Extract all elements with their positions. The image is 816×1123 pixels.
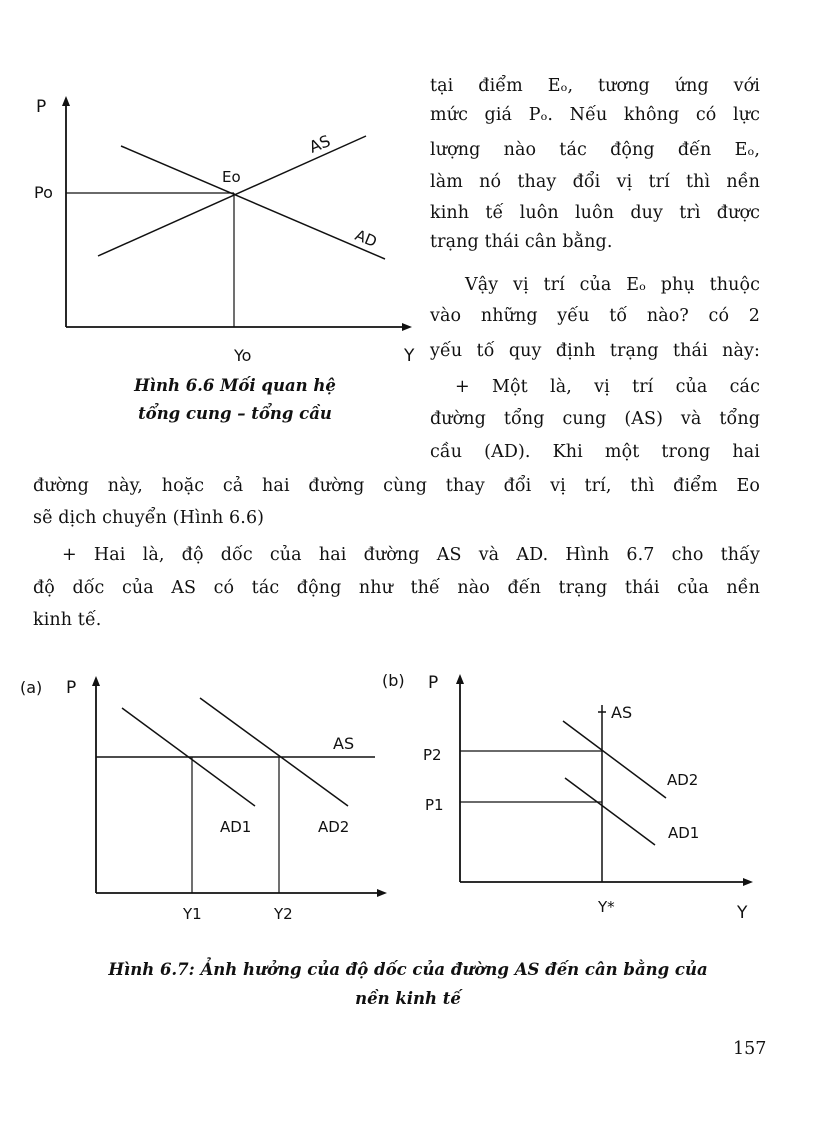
body-line: đường tổng cung (AS) và tổng bbox=[430, 409, 760, 429]
fig67b-tag: (b) bbox=[382, 671, 405, 690]
fig67b-ystar-label: Y* bbox=[598, 898, 615, 916]
fig67b-y-axis-arrow bbox=[456, 674, 464, 684]
body-line: yếu tố quy định trạng thái này: bbox=[430, 341, 760, 361]
fig67b-ad1-label: AD1 bbox=[668, 824, 700, 842]
figure-6-7-caption-line-1: Hình 6.7: Ảnh hưởng của độ dốc của đường AS đến cân bằng của bbox=[108, 960, 708, 979]
fig67a-y2-label: Y2 bbox=[274, 905, 293, 923]
fig67a-y1-label: Y1 bbox=[183, 905, 202, 923]
body-line: độ dốc của AS có tác động như thế nào đến trạng thái của nền bbox=[33, 578, 760, 598]
fig67b-ad1-curve bbox=[565, 778, 655, 845]
fig67a-p-axis-label: P bbox=[66, 678, 77, 698]
body-line: kinh tế luôn luôn duy trì được bbox=[430, 203, 760, 223]
fig67b-x-axis-arrow bbox=[743, 878, 753, 886]
body-line: đường này, hoặc cả hai đường cùng thay đổi vị trí, thì điểm Eo bbox=[33, 476, 760, 496]
fig67a-tag: (a) bbox=[20, 678, 43, 697]
fig66-ad-label: AD bbox=[352, 226, 380, 251]
fig67b-y-axis-label: Y bbox=[737, 903, 748, 923]
fig67b-p1-label: P1 bbox=[425, 796, 444, 814]
body-line: lượng nào tác động đến Eₒ, bbox=[430, 140, 760, 160]
body-line: kinh tế. bbox=[33, 610, 102, 630]
fig67b-ad2-curve bbox=[563, 721, 666, 798]
fig67b-p2-label: P2 bbox=[423, 746, 442, 764]
body-line: cầu (AD). Khi một trong hai bbox=[430, 442, 760, 462]
body-line: Vậy vị trí của Eₒ phụ thuộc bbox=[465, 275, 760, 295]
figure-6-6-caption-line-2: tổng cung – tổng cầu bbox=[138, 404, 332, 423]
fig67a-as-label: AS bbox=[333, 734, 355, 753]
fig66-p-axis-label: P bbox=[36, 97, 47, 117]
fig66-as-label: AS bbox=[306, 131, 334, 157]
body-line: làm nó thay đổi vị trí thì nền bbox=[430, 172, 760, 192]
fig67a-y-axis-arrow bbox=[92, 676, 100, 686]
figure-6-7-caption-line-2: nền kinh tế bbox=[355, 989, 461, 1008]
body-line: tại điểm Eₒ, tương ứng với bbox=[430, 76, 760, 96]
fig66-p0-label: Po bbox=[34, 183, 53, 202]
body-line: + Hai là, độ dốc của hai đường AS và AD. Hình 6.7 cho thấy bbox=[62, 545, 760, 565]
fig66-y0-label: Yo bbox=[234, 346, 252, 365]
fig66-eq-label: Eo bbox=[222, 168, 241, 186]
body-line: mức giá Pₒ. Nếu không có lực bbox=[430, 105, 760, 125]
fig67b-p-axis-label: P bbox=[428, 673, 439, 693]
fig67b-ad2-label: AD2 bbox=[667, 771, 699, 789]
body-line: trạng thái cân bằng. bbox=[430, 232, 613, 252]
figure-6-6-caption-line-1: Hình 6.6 Mối quan hệ bbox=[134, 376, 336, 395]
fig67a-ad2-label: AD2 bbox=[318, 818, 350, 836]
body-line: vào những yếu tố nào? có 2 bbox=[430, 306, 760, 326]
fig66-y-axis-label: Y bbox=[404, 346, 415, 366]
fig67a-ad2-curve bbox=[200, 698, 348, 806]
body-line: sẽ dịch chuyển (Hình 6.6) bbox=[33, 508, 265, 528]
fig67a-ad1-label: AD1 bbox=[220, 818, 252, 836]
body-line: + Một là, vị trí của các bbox=[455, 377, 760, 397]
fig67b-as-label: AS bbox=[611, 703, 633, 722]
fig67a-x-axis-arrow bbox=[377, 889, 387, 897]
page-number: 157 bbox=[733, 1039, 767, 1059]
